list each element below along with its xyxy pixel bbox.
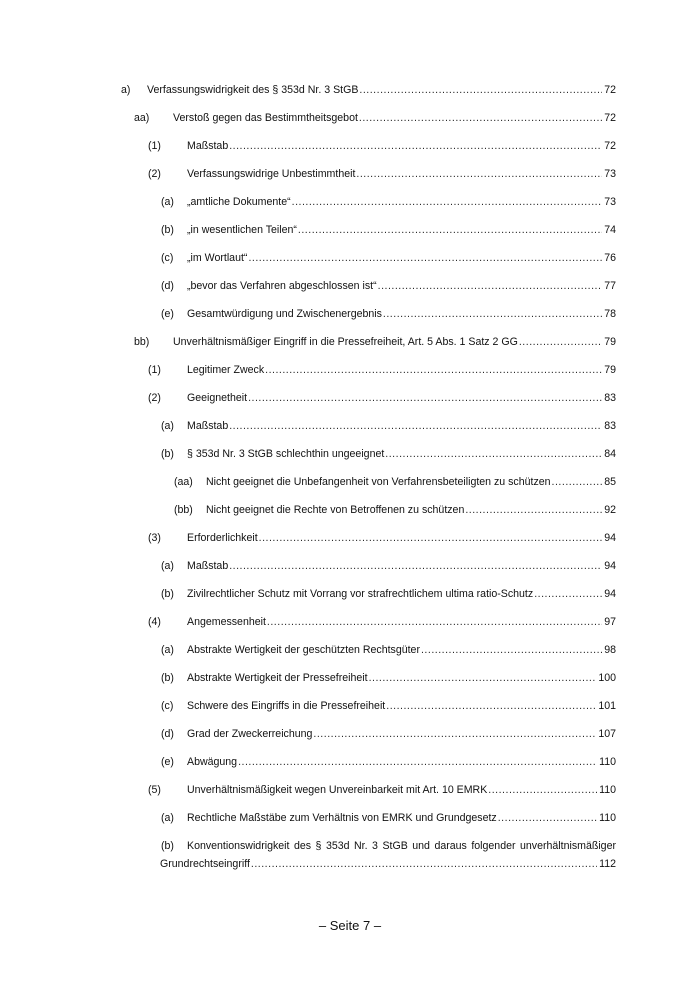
- toc-number: (2): [148, 392, 161, 404]
- leader-dots: [251, 856, 597, 872]
- toc-entry[interactable]: [0, 782, 700, 798]
- leader-dots: [465, 502, 602, 518]
- toc-title: Legitimer Zweck: [187, 364, 265, 376]
- toc-entry[interactable]: [0, 222, 700, 238]
- toc-title: Abstrakte Wertigkeit der Pressefreiheit: [187, 672, 368, 684]
- toc-title: Nicht geeignet die Rechte von Betroffenen zu schützen: [206, 504, 465, 516]
- toc-page-number: 72: [604, 112, 616, 124]
- toc-entry[interactable]: [0, 446, 700, 462]
- toc-number: (e): [161, 308, 174, 320]
- toc-title: Maßstab: [187, 420, 229, 432]
- toc-number: (a): [161, 560, 174, 572]
- toc-number: (a): [161, 644, 174, 656]
- toc-title: „in wesentlichen Teilen“: [187, 224, 297, 236]
- toc-number: (aa): [174, 476, 193, 488]
- toc-title: Gesamtwürdigung und Zwischenergebnis: [187, 308, 382, 320]
- toc-number: (b): [161, 448, 174, 460]
- toc-page-number: 110: [599, 784, 616, 796]
- leader-dots: [534, 586, 602, 602]
- toc-entry[interactable]: [0, 586, 700, 602]
- toc-page-number: 73: [604, 196, 616, 208]
- leader-dots: [229, 138, 602, 154]
- toc-title: Maßstab: [187, 560, 229, 572]
- toc-title: „bevor das Verfahren abgeschlossen ist“: [187, 280, 377, 292]
- toc-entry[interactable]: [0, 754, 700, 770]
- leader-dots: [378, 278, 603, 294]
- leader-dots: [359, 82, 602, 98]
- toc-page-number: 101: [598, 700, 616, 712]
- toc-page-number: 72: [604, 140, 616, 152]
- toc-page-number: 83: [604, 392, 616, 404]
- toc-page-number: 110: [599, 756, 616, 768]
- toc-title: Rechtliche Maßstäbe zum Verhältnis von EMRK und Grundgesetz: [187, 812, 497, 824]
- toc-entry[interactable]: [0, 530, 700, 546]
- leader-dots: [248, 390, 602, 406]
- leader-dots: [298, 222, 602, 238]
- leader-dots: [292, 194, 603, 210]
- leader-dots: [383, 306, 602, 322]
- leader-dots: [267, 614, 602, 630]
- toc-number: (c): [161, 700, 174, 712]
- toc-entry[interactable]: [0, 418, 700, 434]
- toc-page-number: 112: [599, 858, 616, 870]
- toc-page-number: 79: [604, 364, 616, 376]
- page-number-label: – Seite 7 –: [318, 918, 382, 933]
- toc-entry[interactable]: [0, 250, 700, 266]
- toc-entry[interactable]: [0, 334, 700, 350]
- toc-page-number: 72: [604, 84, 616, 96]
- toc-entry[interactable]: [0, 278, 700, 294]
- leader-dots: [265, 362, 602, 378]
- toc-page-number: 84: [604, 448, 616, 460]
- toc-title: Zivilrechtlicher Schutz mit Vorrang vor strafrechtlichem ultima ratio-Schutz: [187, 588, 534, 600]
- leader-dots: [488, 782, 597, 798]
- toc-title: Verfassungswidrigkeit des § 353d Nr. 3 StGB: [147, 84, 359, 96]
- toc-title-line-1: Konventionswidrigkeit des § 353d Nr. 3 StGB und daraus folgender unverhältnismäßiger: [187, 840, 616, 852]
- toc-title: Schwere des Eingriffs in die Pressefreiheit: [187, 700, 386, 712]
- toc-entry[interactable]: [0, 194, 700, 210]
- toc-title: § 353d Nr. 3 StGB schlechthin ungeeignet: [187, 448, 385, 460]
- leader-dots: [421, 642, 602, 658]
- toc-number: (b): [161, 588, 174, 600]
- toc-title-line-2: Grundrechtseingriff: [160, 858, 250, 870]
- toc-number: (d): [161, 728, 174, 740]
- toc-entry[interactable]: [0, 614, 700, 630]
- toc-entry[interactable]: [0, 670, 700, 686]
- toc-title: Grad der Zweckerreichung: [187, 728, 313, 740]
- toc-entry[interactable]: [0, 138, 700, 154]
- toc-number: a): [121, 84, 131, 96]
- toc-number: (c): [161, 252, 174, 264]
- toc-number: (b): [161, 672, 174, 684]
- toc-entry[interactable]: [0, 474, 700, 490]
- toc-entry[interactable]: [0, 110, 700, 126]
- toc-page-number: 94: [604, 532, 616, 544]
- toc-entry[interactable]: [0, 558, 700, 574]
- toc-title: Nicht geeignet die Unbefangenheit von Verfahrensbeteiligten zu schützen: [206, 476, 551, 488]
- toc-number: aa): [134, 112, 150, 124]
- toc-page-number: 98: [604, 644, 616, 656]
- toc-title: Abstrakte Wertigkeit der geschützten Rechtsgüter: [187, 644, 420, 656]
- toc-entry[interactable]: [0, 82, 700, 98]
- toc-page-number: 78: [604, 308, 616, 320]
- toc-number: (1): [148, 364, 161, 376]
- leader-dots: [356, 166, 602, 182]
- toc-title: „im Wortlaut“: [187, 252, 248, 264]
- leader-dots: [259, 530, 603, 546]
- toc-title: Angemessenheit: [187, 616, 266, 628]
- leader-dots: [229, 418, 602, 434]
- toc-page-number: 79: [604, 336, 616, 348]
- toc-number: (3): [148, 532, 161, 544]
- toc-page-number: 100: [598, 672, 616, 684]
- toc-number: (a): [161, 812, 174, 824]
- leader-dots: [386, 698, 596, 714]
- toc-title: Unverhältnismäßigkeit wegen Unvereinbarkeit mit Art. 10 EMRK: [187, 784, 488, 796]
- toc-entry[interactable]: [0, 362, 700, 378]
- leader-dots: [359, 110, 602, 126]
- leader-dots: [519, 334, 602, 350]
- toc-entry[interactable]: [0, 166, 700, 182]
- toc-page-number: 77: [604, 280, 616, 292]
- toc-page-number: 97: [604, 616, 616, 628]
- toc-entry[interactable]: [0, 390, 700, 406]
- toc-number: (a): [161, 196, 174, 208]
- toc-number: (e): [161, 756, 174, 768]
- toc-entry[interactable]: [0, 726, 700, 742]
- toc-number: (b): [161, 224, 174, 236]
- toc-page-number: 94: [604, 588, 616, 600]
- page-footer: [0, 917, 700, 935]
- toc-title: „amtliche Dokumente“: [187, 196, 291, 208]
- toc-title: Geeignetheit: [187, 392, 248, 404]
- toc-number: (4): [148, 616, 161, 628]
- leader-dots: [369, 670, 597, 686]
- toc-page-number: 92: [604, 504, 616, 516]
- leader-dots: [552, 474, 603, 490]
- toc-title: Verstoß gegen das Bestimmtheitsgebot: [173, 112, 358, 124]
- toc-page-number: 76: [604, 252, 616, 264]
- toc-page-number: 83: [604, 420, 616, 432]
- toc-page-number: 94: [604, 560, 616, 572]
- toc-number: (5): [148, 784, 161, 796]
- toc-entry[interactable]: [0, 502, 700, 518]
- leader-dots: [238, 754, 597, 770]
- toc-title: Maßstab: [187, 140, 229, 152]
- toc-number: (a): [161, 420, 174, 432]
- leader-dots: [313, 726, 596, 742]
- toc-number: (b): [161, 840, 174, 852]
- toc-page-number: 107: [598, 728, 616, 740]
- toc-number: (bb): [174, 504, 193, 516]
- leader-dots: [385, 446, 602, 462]
- toc-page-number: 74: [604, 224, 616, 236]
- toc-page-number: 110: [599, 812, 616, 824]
- toc-number: bb): [134, 336, 150, 348]
- toc-title: Unverhältnismäßiger Eingriff in die Pressefreiheit, Art. 5 Abs. 1 Satz 2 GG: [173, 336, 518, 348]
- toc-number: (1): [148, 140, 161, 152]
- toc-page-number: 73: [604, 168, 616, 180]
- toc-number: (2): [148, 168, 161, 180]
- toc-title: Abwägung: [187, 756, 238, 768]
- leader-dots: [498, 810, 597, 826]
- toc-entry[interactable]: [0, 810, 700, 826]
- leader-dots: [229, 558, 602, 574]
- toc-page-number: 85: [604, 476, 616, 488]
- toc-title: Verfassungswidrige Unbestimmtheit: [187, 168, 356, 180]
- toc-entry[interactable]: [0, 306, 700, 322]
- toc-entry[interactable]: [0, 838, 700, 872]
- toc-title: Erforderlichkeit: [187, 532, 258, 544]
- toc-entry[interactable]: [0, 642, 700, 658]
- toc-number: (d): [161, 280, 174, 292]
- leader-dots: [248, 250, 602, 266]
- toc-entry[interactable]: [0, 698, 700, 714]
